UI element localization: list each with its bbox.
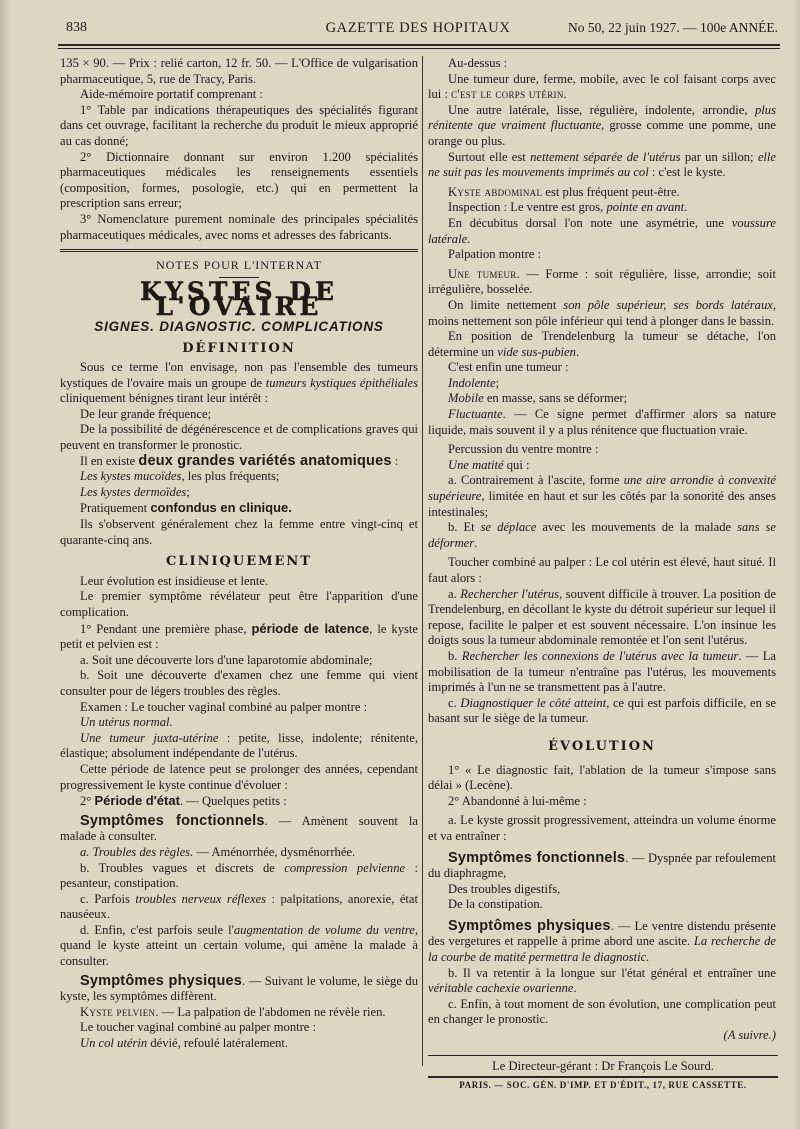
page-edge-right [792, 0, 800, 1129]
right-paragraph: Une matité qui : [448, 457, 530, 472]
heading-cliniquement: CLINIQUEMENT [166, 554, 312, 570]
clinique-paragraph: Le premier symptôme révélateur peut être l'apparition d'une complication. [60, 589, 418, 619]
right-paragraph: Une tumeur dure, ferme, mobile, avec le col faisant corps avec lui : c'est le corps utérin. [428, 71, 776, 102]
clinique-paragraph: a. Troubles des règles. — Aménorrhée, dysménorrhée. [80, 844, 356, 859]
right-paragraph: a. Rechercher l'utérus, souvent difficile à trouver. La position de Trendelenburg, en décollant le kyste du détroit supérieur sur lequel il repose, facilite le palper et est souvent nécessaire. L'on insinue les doigts sous la tumeur abdominale remontée et l'on sent l'utérus. [428, 586, 776, 648]
evolution-paragraph: Symptômes fonctionnels. — Dyspnée par refoulement du diaphragme, [428, 849, 776, 881]
intro-paragraph: 2° Dictionnaire donnant sur environ 1.200 spécialités pharmaceutiques médicales les renseignements essentiels (composition, formes, posologie, etc.) qui en permettent la prescription sans erreur; [60, 149, 418, 211]
header-rule [58, 44, 780, 46]
evolution-paragraph: a. Le kyste grossit progressivement, atteindra un volume énorme et va entraîner : [428, 813, 776, 843]
journal-title: GAZETTE DES HOPITAUX [325, 20, 511, 36]
definition-paragraph: Les kystes dermoïdes; [80, 484, 190, 499]
clinique-paragraph: Un utérus normal. [80, 715, 173, 730]
clinique-paragraph: c. Parfois troubles nerveux réflexes : palpitations, anorexie, état nauséeux. [60, 891, 419, 922]
intro-paragraph: Aide-mémoire portatif comprenant : [80, 87, 263, 102]
right-paragraph: C'est enfin une tumeur : [448, 360, 569, 375]
right-paragraph: a. Contrairement à l'ascite, forme une aire arrondie à convexité supérieure, limitée en haut et sur les côtés par la sonorité des anses intestinales; [428, 473, 776, 519]
definition-paragraph: Sous ce terme l'on envisage, non pas l'ensemble des tumeurs kystiques de l'ovaire mais un groupe de tumeurs kystiques épithéliales cliniquement bénignes tirant leur intérêt : [60, 360, 418, 406]
clinique-paragraph: 2° Période d'état. — Quelques petits : [80, 793, 287, 809]
right-paragraph: c. Diagnostiquer le côté atteint, ce qui est parfois difficile, en se basant sur le siège de la tumeur. [428, 695, 777, 726]
clinique-paragraph: b. Soit une découverte d'examen chez une femme qui vient consulter pour de légers troubles des règles. [60, 668, 418, 698]
definition-paragraph: Les kystes mucoïdes, les plus fréquents; [80, 469, 280, 484]
right-paragraph: b. Rechercher les connexions de l'utérus avec la tumeur. — La mobilisation de la tumeur n'entraîne pas l'utérus, les mouvements imprimés à l'un ne se transmettent pas à l'autre. [428, 648, 776, 695]
right-paragraph: Percussion du ventre montre : [448, 442, 599, 457]
printer-credit: PARIS. — SOC. GÉN. D'IMP. ET D'ÉDIT., 17, RUE CASSETTE. [459, 1080, 747, 1090]
evolution-paragraph: 2° Abandonné à lui-même : [448, 793, 587, 808]
right-column [428, 56, 776, 1044]
evolution-paragraph: c. Enfin, à tout moment de son évolution, une complication peut en changer le pronostic. [428, 996, 776, 1027]
page-number: 838 [66, 20, 87, 35]
clinique-paragraph: Une tumeur juxta-utérine : petite, lisse, indolente; rénitente, élastique; absolument indépendante de l'utérus. [60, 730, 418, 761]
clinique-paragraph: Un col utérin dévié, refoulé latéralement. [80, 1036, 289, 1051]
right-paragraph: Une tumeur. — Forme : soit régulière, lisse, arrondie; soit irrégulière, bosselée. [428, 266, 776, 297]
issue-info: No 50, 22 juin 1927. — 100e ANNÉE. [568, 20, 778, 35]
section-label: NOTES POUR L'INTERNAT [156, 258, 322, 273]
footer-rule [428, 1055, 778, 1056]
right-paragraph: Palpation montre : [448, 247, 542, 262]
right-paragraph: Indolente; [448, 375, 500, 390]
evolution-paragraph: Symptômes physiques. — Le ventre distendu présente des vergetures et rappelle à prime abord une ascite. La recherche de la courbe de matité permettra le diagnostic. [428, 917, 776, 965]
intro-paragraph: 135 × 90. — Prix : relié carton, 12 fr. 50. — L'Office de vulgarisation pharmaceutique, 5, rue de Tracy, Paris. [60, 56, 418, 86]
right-paragraph: Mobile en masse, sans se déformer; [448, 391, 628, 406]
right-paragraph: En position de Trendelenburg la tumeur se détache, l'on détermine un vide sus-pubien. [428, 329, 776, 359]
evolution-paragraph: Des troubles digestifs, [448, 881, 561, 896]
right-paragraph: Toucher combiné au palper : Le col utérin est élevé, haut situé. Il faut alors : [428, 555, 776, 585]
clinique-paragraph: Symptômes fonctionnels. — Amènent souvent la malade à consulter. [60, 812, 418, 844]
director-credit: Le Directeur-gérant : Dr François Le Sourd. [492, 1059, 714, 1073]
article-subtitle: SIGNES. DIAGNOSTIC. COMPLICATIONS [94, 318, 384, 334]
page-edge-left [0, 0, 10, 1129]
clinique-paragraph: Examen : Le toucher vaginal combiné au palper montre : [80, 699, 368, 714]
right-paragraph: Inspection : Le ventre est gros, pointe en avant. [448, 200, 688, 215]
heading-definition: DÉFINITION [182, 340, 296, 356]
definition-paragraph: Ils s'observent généralement chez la femme entre vingt-cinq et quarante-cinq ans. [60, 517, 418, 547]
definition-paragraph: De leur grande fréquence; [80, 406, 212, 421]
intro-paragraph: 1° Table par indications thérapeutiques des spécialités figurant dans cet ouvrage, facilitant la recherche du produit le mieux approprié au cas donné; [60, 102, 418, 148]
right-paragraph: Une autre latérale, lisse, régulière, indolente, arrondie, plus rénitente que vraiment fluctuante, grosse comme une pomme, une orange ou plus. [428, 102, 776, 148]
definition-paragraph: Pratiquement confondus en clinique. [80, 500, 292, 516]
evolution-paragraph: b. Il va retentir à la longue sur l'état général et entraîner une véritable cachexie ovarienne. [428, 965, 776, 996]
column-divider [422, 56, 423, 1066]
evolution-paragraph: De la constipation. [448, 897, 543, 912]
to-be-continued: (A suivre.) [723, 1028, 776, 1043]
clinique-paragraph: Le toucher vaginal combiné au palper montre : [80, 1020, 317, 1035]
right-paragraph: Kyste abdominal est plus fréquent peut-être. [448, 184, 680, 199]
right-paragraph: Au-dessus : [448, 56, 508, 70]
left-column [60, 56, 418, 1052]
right-paragraph: En décubitus dorsal l'on note une asymétrie, une voussure latérale. [428, 215, 776, 246]
article-title: KYSTES DE L'OVAIRE [139, 276, 339, 322]
evolution-paragraph: 1° « Le diagnostic fait, l'ablation de la tumeur s'impose sans délai » (Lecène). [428, 762, 776, 793]
clinique-paragraph: Symptômes physiques. — Suivant le volume, le siège du kyste, les symptômes diffèrent. [60, 972, 418, 1004]
right-paragraph: Surtout elle est nettement séparée de l'utérus par un sillon; elle ne suit pas les mouvements imprimés au col : c'est le kyste. [428, 149, 776, 180]
header-rule-thin [58, 48, 780, 49]
clinique-paragraph: Leur évolution est insidieuse et lente. [80, 573, 269, 588]
clinique-paragraph: 1° Pendant une première phase, période de latence, le kyste petit et pelvien est : [60, 620, 418, 652]
clinique-paragraph: b. Troubles vagues et discrets de compression pelvienne : pesanteur, constipation. [60, 860, 419, 891]
definition-paragraph: De la possibilité de dégénérescence et de complications graves qui peuvent en transformer le pronostic. [60, 422, 418, 453]
clinique-paragraph: a. Soit une découverte lors d'une laparotomie abdominale; [80, 652, 373, 667]
definition-paragraph: Il en existe deux grandes variétés anatomiques : [80, 452, 399, 469]
right-paragraph: Fluctuante. — Ce signe permet d'affirmer alors sa nature liquide, mais souvent il y a plus rénitence que fluctuation vraie. [428, 407, 776, 437]
page-header [58, 20, 778, 42]
clinique-paragraph: Kyste pelvien. — La palpation de l'abdomen ne révèle rien. [80, 1004, 386, 1019]
right-paragraph: On limite nettement son pôle supérieur, ses bords latéraux, moins nettement son pôle inférieur qui tend à plonger dans le bassin. [428, 297, 777, 328]
clinique-paragraph: d. Enfin, c'est parfois seule l'augmentation de volume du ventre, quand le kyste atteint un certain volume, qui amène la malade à consulter. [60, 922, 419, 969]
clinique-paragraph: Cette période de latence peut se prolonger des années, cependant progressivement le kyste continue d'évoluer : [60, 761, 418, 792]
section-rule [60, 249, 418, 252]
intro-paragraph: 3° Nomenclature purement nominale des principales spécialités pharmaceutiques médicales, avec noms et adresses des fabricants. [60, 211, 418, 242]
right-paragraph: b. Et se déplace avec les mouvements de la malade sans se déformer. [428, 520, 776, 550]
footer-rule-thick [428, 1076, 778, 1078]
heading-evolution: ÉVOLUTION [548, 738, 656, 754]
